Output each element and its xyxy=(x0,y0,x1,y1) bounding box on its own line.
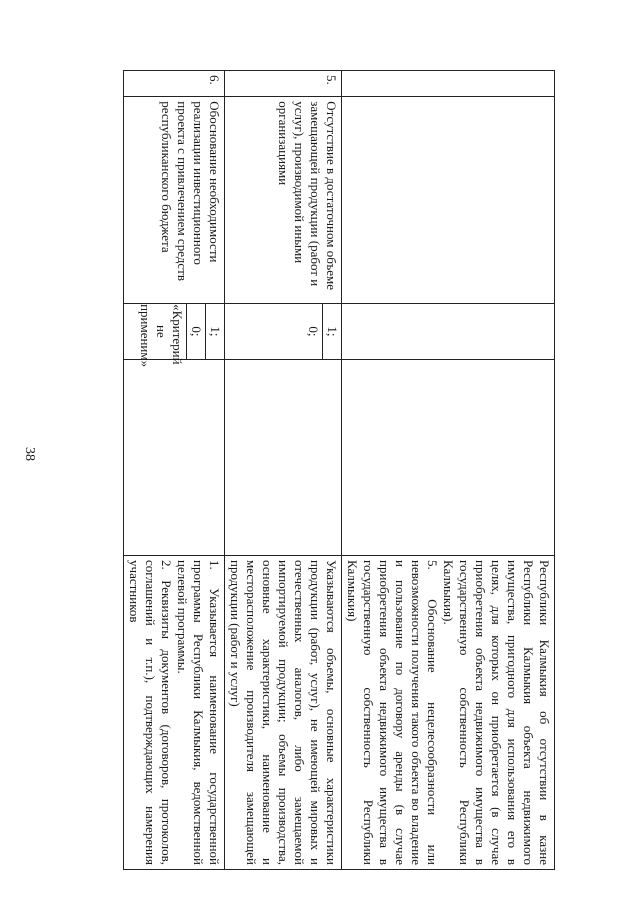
description-paragraph: 5. Обоснование нецелесообразности или невозможности получения такого объекта во владение и пользование по договору аренды (в случае приобретения объекта недвижимого имущества в государственную собственность Республики Калмыкия) xyxy=(345,560,440,865)
criterion-note xyxy=(225,359,342,555)
score-value: 1; xyxy=(205,304,224,359)
criterion-note xyxy=(342,359,555,555)
criterion-name: Обоснование необходимости реализации инвестиционного проекта с привлечением средств республиканского бюджета xyxy=(124,97,225,304)
description-paragraph: Указываются объемы, основные характеристики продукции (работ, услуг), не имеющей мировых и отечественных аналогов, либо замещаемой импортируемой продукции; объемы производства, основные характеристики, наименование и месторасположение производителя замещающей продукции (работ и услуг) xyxy=(228,560,339,865)
criterion-note xyxy=(124,359,225,555)
score-value: 0; xyxy=(186,304,205,359)
criteria-table xyxy=(123,70,555,870)
row-number: 5. xyxy=(225,71,342,97)
table-row xyxy=(342,71,555,870)
criteria-table-sheet xyxy=(75,70,555,870)
page-number: 38 xyxy=(22,447,37,461)
criterion-name xyxy=(342,97,555,304)
criterion-description xyxy=(225,556,342,870)
score-values xyxy=(225,304,342,360)
description-paragraph: 2. Реквизиты документов (договоров, протоколов, соглашений и т.п.), подтверждающих намерения участников xyxy=(127,560,174,865)
table-row xyxy=(124,71,225,870)
description-paragraph: Республики Калмыкия об отсутствии в казне Республики Калмыкия объекта недвижимого имущества, пригодного для использования его в целях, для которых он приобретается (в случае приобретения объекта недвижимого имущества в государственную собственность Республики Калмыкия). xyxy=(441,560,552,865)
criterion-description xyxy=(124,556,225,870)
score-values xyxy=(124,304,225,368)
criterion-description xyxy=(342,556,555,870)
score-value: 1; xyxy=(322,304,341,359)
description-paragraph: 1. Указывается наименование государственной программы Республики Калмыкия, ведомственной целевой программы. xyxy=(175,560,222,865)
row-number xyxy=(342,71,555,97)
score-values xyxy=(342,304,555,360)
criterion-name: Отсутствие в достаточном объеме замещающей продукции (работ и услуг), производимой иными организациями xyxy=(225,97,342,304)
table-row xyxy=(225,71,342,870)
score-value: «Критерий не применим» xyxy=(138,304,185,368)
score-value: 0; xyxy=(306,326,321,337)
row-number: 6. xyxy=(124,71,225,97)
